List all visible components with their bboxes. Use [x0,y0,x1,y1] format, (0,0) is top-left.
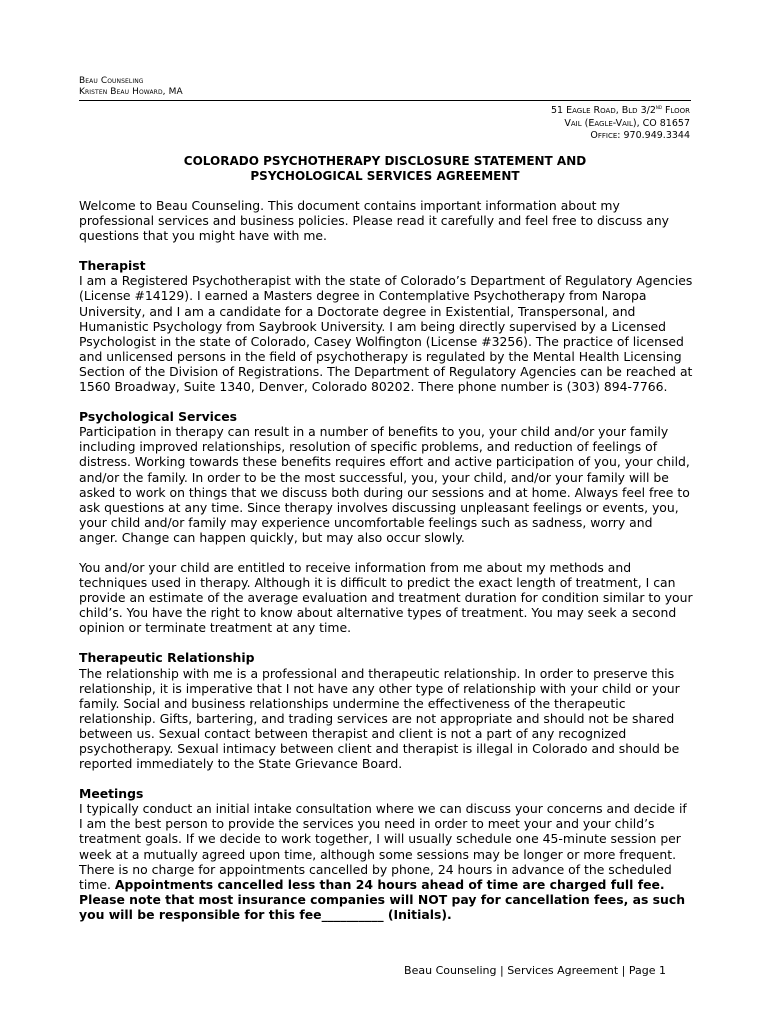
title-line-1: COLORADO PSYCHOTHERAPY DISCLOSURE STATEMENT AND [183,154,587,168]
meetings-text: I typically conduct an initial intake consultation where we can discuss your concerns and decide if I am the best person to provide the services you need in order to meet your and your child’s treatment goals. If we decide to work together, I will usually schedule one 45-minute session per week at a mutually agreed upon time, although some sessions may be longer or more frequent. There is no charge for appointments cancelled by phone, 24 hours in advance of the scheduled time. [79,801,687,892]
relationship-text: The relationship with me is a professional and therapeutic relationship. In order to preserve this relationship, it is imperative that I not have any other type of relationship with your child or your family. Social and business relationships undermine the effectiveness of the therapeutic relationship. Gifts, bartering, and trading services are not appropriate and should not be shared between us. Sexual contact between therapist and client is not a part of any recognized psychotherapy. Sexual intimacy between client and therapist is illegal in Colorado and should be reported immediately to the State Grievance Board. [79,665,680,772]
intro-paragraph: Welcome to Beau Counseling. This document contains important information about my professional services and business policies. Please read it carefully and feel free to discuss any questions that you might have with me. [79,198,670,244]
office-phone: Office: 970.949.3344 [590,130,690,142]
meetings-section [79,786,693,922]
letterhead-org [79,76,183,98]
city-address: Vail (Eagle-Vail), CO 81657 [564,117,690,129]
cancellation-policy: Appointments cancelled less than 24 hours ahead of time are charged full fee. Please note that most insurance companies will NOT pay for cancellation fees, as such you will be responsible for this fee__________ (Initials). [79,876,686,922]
document-body [79,198,693,937]
services-text: Participation in therapy can result in a number of benefits to you, your child and/or your family including improved relationships, resolution of specific problems, and reduction of feelings of distress. Working towards these benefits requires effort and active participation of you, your child, and/or the family. In order to be the most successful, you, your child, and/or your family will be asked to work on things that we discuss both during our sessions and at home. Always feel free to ask questions at any time. Since therapy involves discussing unpleasant feelings or events, you, your child and/or family may experience uncomfortable feelings such as sadness, worry and anger. Change can happen quickly, but may also occur slowly. [79,424,690,545]
relationship-section [79,650,693,771]
street-address: 51 Eagle Road, Bld 3/2nd Floor [551,104,690,117]
document-title [79,154,691,184]
services-heading: Psychological Services [79,409,238,425]
therapist-name: Kristen Beau Howard, MA [79,87,183,97]
therapist-text: I am a Registered Psychotherapist with the state of Colorado’s Department of Regulatory Agencies (License #14129). I earned a Masters degree in Contemplative Psychotherapy from Naropa University, and I am a candidate for a Doctorate degree in Existential, Transpersonal, and Humanistic Psychology from Saybrook University. I am being directly supervised by a Licensed Psychologist in the state of Colorado, Casey Wolfington (License #3256). The practice of licensed and unlicensed persons in the field of psychotherapy is regulated by the Mental Health Licensing Section of the Division of Registrations. The Department of Regulatory Agencies can be reached at 1560 Broadway, Suite 1340, Denver, Colorado 80202. There phone number is (303) 894-7766. [79,273,693,395]
therapist-section [79,258,693,394]
letterhead-address [551,102,690,143]
services-section [79,409,693,545]
meetings-heading: Meetings [79,786,144,802]
header-rule [79,100,691,101]
relationship-heading: Therapeutic Relationship [79,650,255,666]
services-paragraph-2: You and/or your child are entitled to receive information from me about my methods and techniques used in therapy. Although it is difficult to predict the exact length of treatment, I can provide an estimate of the average evaluation and treatment duration for condition similar to your child’s. You have the right to know about alternative types of treatment. You may seek a second opinion or terminate treatment at any time. [79,559,693,636]
therapist-heading: Therapist [79,258,146,274]
page-footer [404,964,666,978]
footer-text: Beau Counseling | Services Agreement | Page [404,964,659,977]
org-name: Beau Counseling [79,76,144,86]
title-line-2: PSYCHOLOGICAL SERVICES AGREEMENT [250,169,520,183]
page-number: 1 [659,964,666,977]
